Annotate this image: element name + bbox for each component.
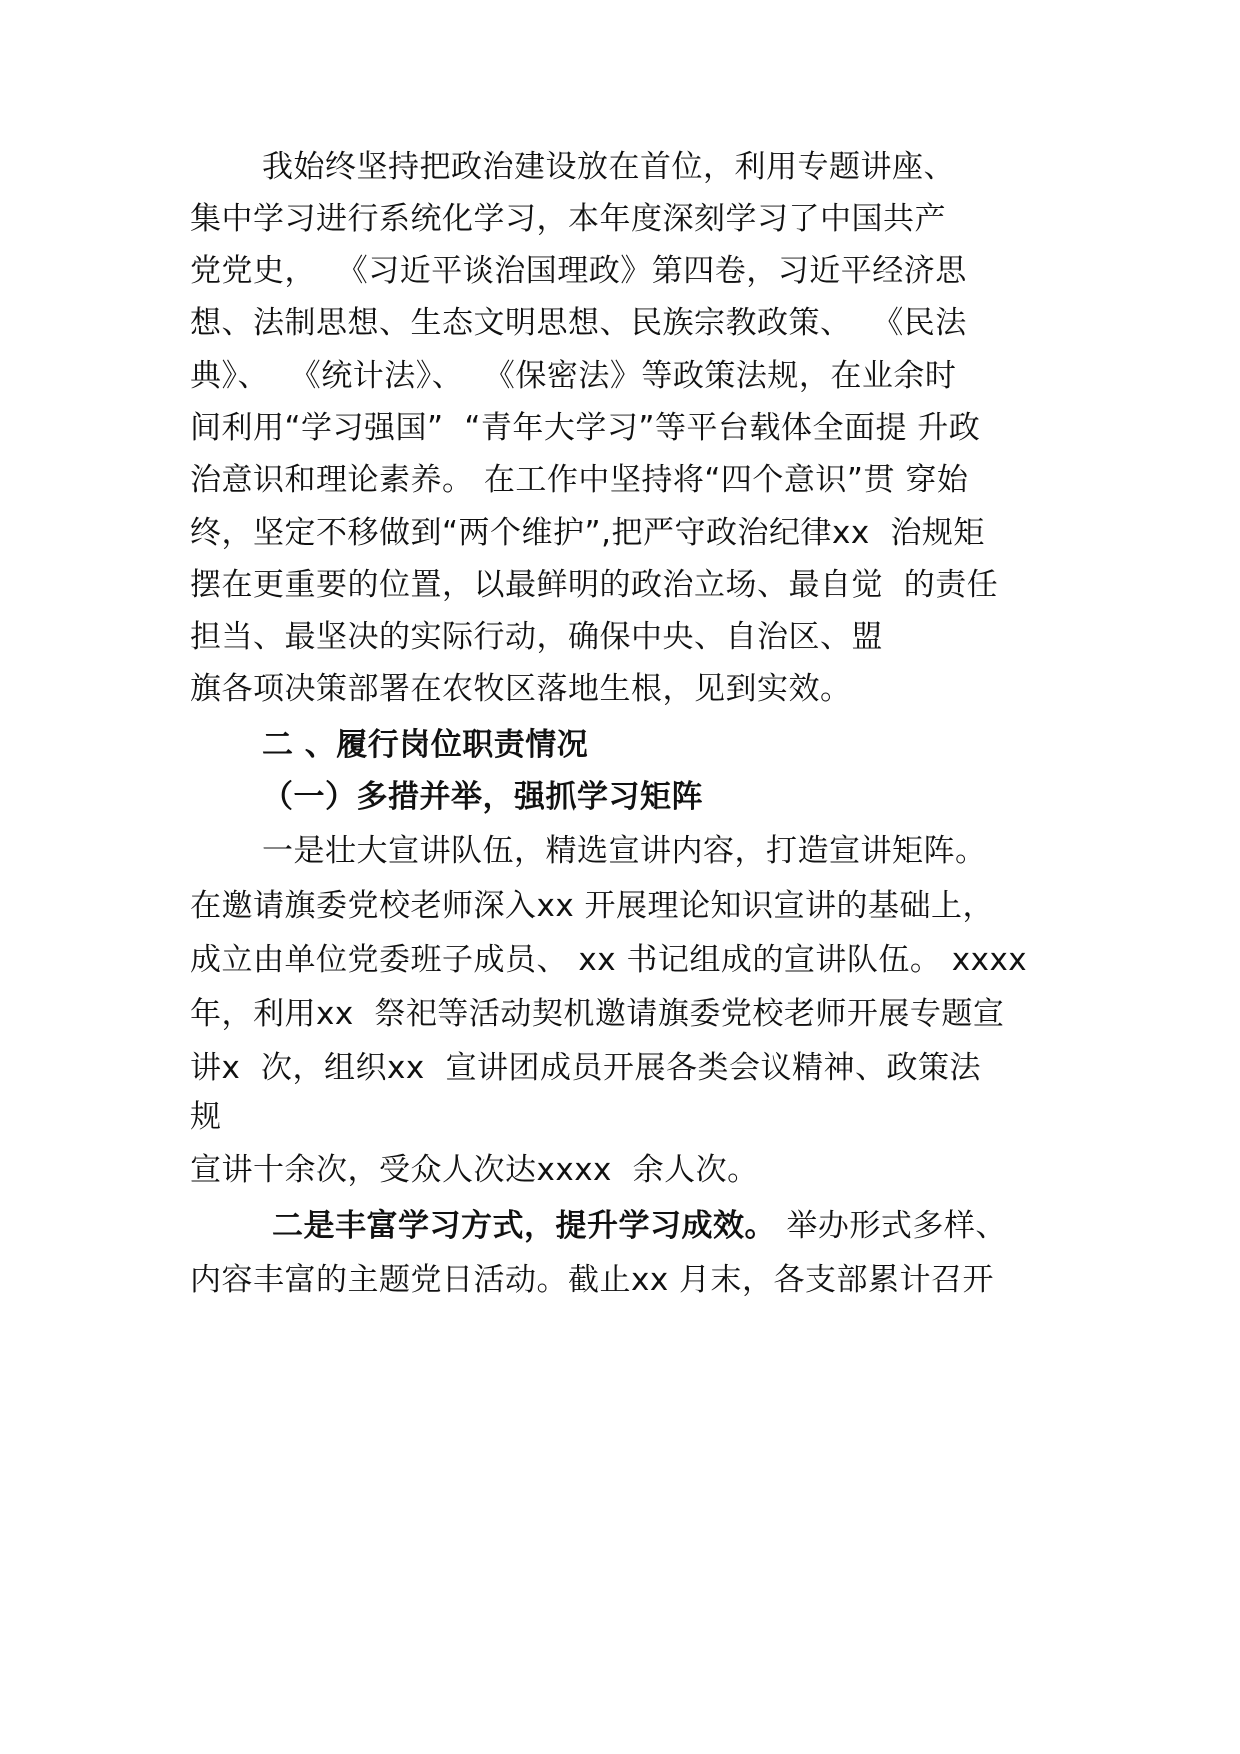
paragraph-2-line-1: 一是壮大宣讲队伍，精选宣讲内容，打造宣讲矩阵。 [262, 833, 987, 869]
paragraph-1-line-3: 党党史， 《习近平谈治国理政》第四卷，习近平经济思 [190, 253, 967, 289]
paragraph-3-line-2: 内容丰富的主题党日活动。截止xx 月末，各支部累计召开 [190, 1262, 995, 1298]
paragraph-2-line-4: 年，利用xx 祭祀等活动契机邀请旗委党校老师开展专题宣 [190, 996, 1005, 1032]
paragraph-1-line-9: 摆在更重要的位置，以最鲜明的政治立场、最自觉 的责任 [190, 567, 999, 603]
paragraph-1-line-7: 治意识和理论素养。 在工作中坚持将“四个意识”贯 穿始 [190, 462, 969, 498]
paragraph-3-line-1-rest: 举办形式多样、 [776, 1208, 1007, 1244]
paragraph-1-line-1: 我始终坚持把政治建设放在首位，利用专题讲座、 [262, 149, 955, 185]
paragraph-1-line-10: 担当、最坚决的实际行动，确保中央、自治区、盟 [190, 619, 883, 655]
paragraph-3-line-1 [272, 1206, 1007, 1246]
paragraph-1-line-8: 终，坚定不移做到“两个维护”,把严守政治纪律xx 治规矩 [190, 515, 985, 551]
section-heading: 二 、履行岗位职责情况 [262, 727, 589, 763]
paragraph-1-line-4: 想、法制思想、生态文明思想、民族宗教政策、 《民法 [190, 305, 967, 341]
paragraph-1-line-5: 典》、 《统计法》、 《保密法》等政策法规，在业余时 [190, 358, 957, 394]
paragraph-2-line-3: 成立由单位党委班子成员、 xx 书记组成的宣讲队伍。 xxxx [190, 942, 1028, 978]
paragraph-1-line-6: 间利用“学习强国” “青年大学习”等平台载体全面提 升政 [190, 410, 981, 446]
paragraph-2-line-5: 讲x 次，组织xx 宣讲团成员开展各类会议精神、政策法 [190, 1050, 981, 1086]
paragraph-3-bold-lead: 二是丰富学习方式，提升学习成效。 [272, 1208, 776, 1244]
paragraph-2-line-2: 在邀请旗委党校老师深入xx 开展理论知识宣讲的基础上， [190, 888, 995, 924]
paragraph-2-line-6: 规 [190, 1099, 222, 1135]
paragraph-1-line-2: 集中学习进行系统化学习，本年度深刻学习了中国共产 [190, 201, 946, 237]
paragraph-1-line-11: 旗各项决策部署在农牧区落地生根，见到实效。 [190, 671, 852, 707]
paragraph-2-line-7: 宣讲十余次，受众人次达xxxx 余人次。 [190, 1152, 759, 1188]
subsection-heading: （一）多措并举，强抓学习矩阵 [262, 779, 703, 815]
